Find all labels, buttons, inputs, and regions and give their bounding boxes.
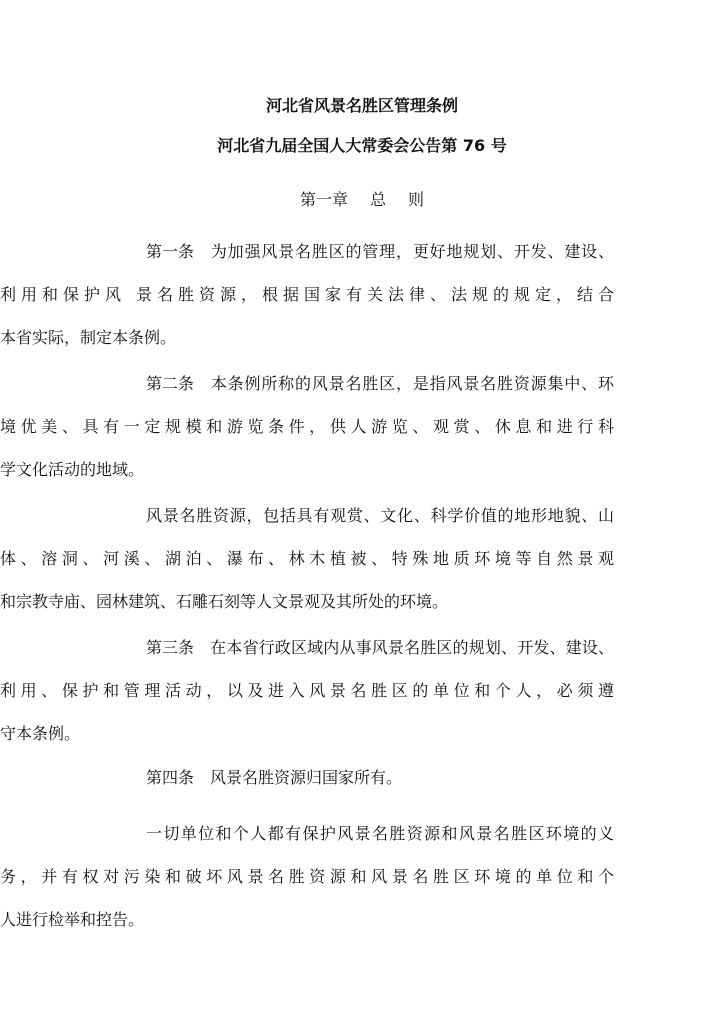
paragraph-line: 利用和保护风 景名胜资源，根据国家有关法律、法规的规定，结合 xyxy=(0,285,614,304)
paragraph-line: 务，并有权对污染和破坏风景名胜资源和风景名胜区环境的单位和个 xyxy=(0,867,614,886)
article-2 xyxy=(0,372,614,501)
article-label: 第四条 xyxy=(146,768,195,787)
line-text: 在本省行政区域内从事风景名胜区的规划、开发、建设、 xyxy=(210,638,614,657)
paragraph-line: 体、溶洞、河溪、湖泊、瀑布、林木植被、特殊地质环境等自然景观 xyxy=(0,549,614,568)
article-4-paragraph-2 xyxy=(0,822,614,951)
paragraph-line xyxy=(110,766,614,809)
paragraph-line: 境优美、具有一定规模和游览条件，供人游览、观赏、休息和进行科 xyxy=(0,417,614,436)
article-1 xyxy=(0,240,614,369)
paragraph-line xyxy=(110,240,614,283)
line-text: 风景名胜资源归国家所有。 xyxy=(210,768,403,787)
document-title: 河北省风景名胜区管理条例 xyxy=(265,96,458,115)
chapter-number: 第一章 xyxy=(299,190,348,209)
document-subtitle: 河北省九届全国人大常委会公告第 76 号 xyxy=(217,136,507,155)
paragraph-line: 人进行检举和控告。 xyxy=(0,910,145,929)
paragraph-line: 利用、保护和管理活动，以及进入风景名胜区的单位和个人，必须遵 xyxy=(0,681,614,700)
paragraph-line: 风景名胜资源，包括具有观赏、文化、科学价值的地形地貌、山 xyxy=(146,506,614,525)
paragraph-line xyxy=(110,636,614,679)
article-4 xyxy=(110,766,614,809)
chapter-heading xyxy=(0,190,724,210)
article-label: 第一条 xyxy=(146,242,195,261)
line-text: 本条例所称的风景名胜区，是指风景名胜资源集中、环 xyxy=(210,374,614,393)
paragraph-line: 学文化活动的地域。 xyxy=(0,460,145,479)
paragraph-line: 一切单位和个人都有保护风景名胜资源和风景名胜区环境的义 xyxy=(146,824,614,843)
article-label: 第三条 xyxy=(146,638,195,657)
chapter-name-part1: 总 xyxy=(369,190,386,209)
line-text: 为加强风景名胜区的管理，更好地规划、开发、建设、 xyxy=(210,242,614,261)
paragraph-line: 本省实际，制定本条例。 xyxy=(0,328,177,347)
article-3 xyxy=(0,636,614,765)
article-2-paragraph-2 xyxy=(0,504,614,633)
article-label: 第二条 xyxy=(146,374,195,393)
chapter-name-part2: 则 xyxy=(408,190,425,209)
paragraph-line xyxy=(110,372,614,415)
paragraph-line: 守本条例。 xyxy=(0,724,81,743)
paragraph-line: 和宗教寺庙、园林建筑、石雕石刻等人文景观及其所处的环境。 xyxy=(0,592,449,611)
